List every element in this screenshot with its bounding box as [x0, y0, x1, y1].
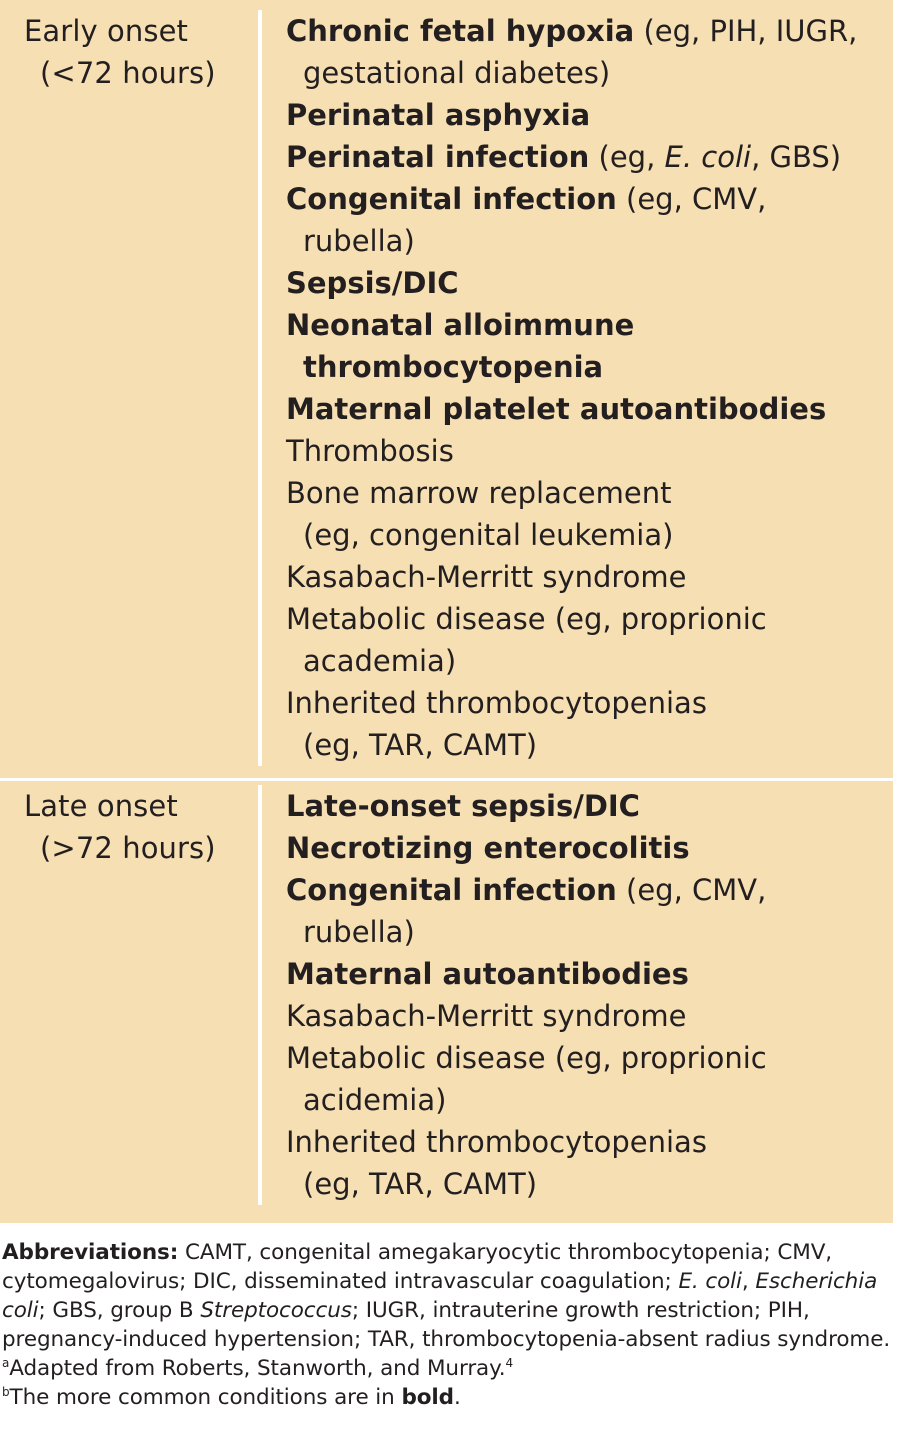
abbreviations-text: ; IUGR, intrauterine growth restriction; PIH, pregnancy-induced hypertension; TAR, thrombocytopenia-absent radius syndrome.	[2, 1298, 891, 1352]
cause-item	[286, 995, 893, 1037]
cause-text: , GBS)	[751, 140, 842, 174]
cause-text: Sepsis/DIC	[286, 266, 459, 300]
cause-item	[286, 682, 893, 766]
onset-range: (>72 hours)	[40, 831, 216, 865]
cause-item	[286, 178, 893, 262]
abbreviations-text: Streptococcus	[200, 1298, 352, 1323]
cause-text: gestational diabetes)	[303, 56, 611, 90]
cause-text: rubella)	[303, 224, 415, 258]
cause-text: Maternal autoantibodies	[286, 957, 689, 991]
onset-cell	[0, 10, 262, 766]
causes-cell	[262, 785, 893, 1205]
cause-item	[286, 953, 893, 995]
onset-label: Early onset	[24, 14, 188, 48]
cause-item	[286, 1037, 893, 1121]
cause-item	[286, 827, 893, 869]
table-row-late-onset	[0, 778, 893, 1223]
cause-item	[286, 10, 893, 94]
cause-item	[286, 556, 893, 598]
cause-text: Metabolic disease (eg, proprionic	[286, 602, 767, 636]
cause-item	[286, 430, 893, 472]
source-note	[2, 1354, 892, 1383]
cause-item	[286, 1121, 893, 1205]
cause-text: (eg, PIH, IUGR,	[634, 14, 858, 48]
abbreviations-label: Abbreviations:	[2, 1240, 179, 1265]
cause-text: Congenital infection	[286, 182, 617, 216]
cause-text: Kasabach-Merritt syndrome	[286, 999, 687, 1033]
abbreviations-text: E. coli	[678, 1269, 742, 1294]
onset-range: (<72 hours)	[40, 56, 216, 90]
cause-text: (eg, CMV,	[616, 182, 767, 216]
abbreviations-text: ,	[741, 1269, 756, 1294]
cause-text: (eg, congenital leukemia)	[303, 518, 674, 552]
cause-text: acidemia)	[303, 1083, 447, 1117]
bold-note	[2, 1383, 892, 1412]
cause-text: (eg, CMV,	[616, 873, 767, 907]
cause-text: Perinatal asphyxia	[286, 98, 591, 132]
bold-note-text: bold	[401, 1385, 454, 1410]
abbreviations-note	[2, 1238, 892, 1354]
abbreviations-text: Escherichia coli	[2, 1269, 878, 1323]
onset-cell	[0, 785, 262, 1205]
cause-text: Bone marrow replacement	[286, 476, 672, 510]
cause-text: Late-onset sepsis/DIC	[286, 789, 640, 823]
cause-text: Thrombosis	[286, 434, 454, 468]
causes-cell	[262, 10, 893, 766]
cause-item	[286, 136, 893, 178]
cause-text: thrombocytopenia	[303, 350, 604, 384]
cause-text: Maternal platelet autoantibodies	[286, 392, 827, 426]
cause-item	[286, 869, 893, 953]
footnote-mark: b	[2, 1384, 10, 1399]
cause-text: (eg, TAR, CAMT)	[303, 1167, 538, 1201]
cause-item	[286, 304, 893, 388]
abbreviations-text: ; GBS, group B	[38, 1298, 201, 1323]
table-footnotes	[2, 1238, 892, 1412]
bold-note-text: The more common conditions are in	[9, 1385, 402, 1410]
cause-item	[286, 262, 893, 304]
cause-item	[286, 94, 893, 136]
cause-text: Metabolic disease (eg, proprionic	[286, 1041, 767, 1075]
cause-item	[286, 472, 893, 556]
cause-text: Inherited thrombocytopenias	[286, 1125, 707, 1159]
source-text: Adapted from Roberts, Stanworth, and Murray.	[9, 1356, 506, 1381]
cause-text: Inherited thrombocytopenias	[286, 686, 707, 720]
cause-text: Neonatal alloimmune	[286, 308, 635, 342]
cause-text: (eg, TAR, CAMT)	[303, 728, 538, 762]
cause-item	[286, 388, 893, 430]
onset-label: Late onset	[24, 789, 178, 823]
abbreviations-text: CAMT, congenital amegakaryocytic thrombocytopenia; CMV, cytomegalovirus; DIC, disseminated intravascular coagulation;	[2, 1240, 833, 1294]
cause-text: Kasabach-Merritt syndrome	[286, 560, 687, 594]
cause-text: Perinatal infection	[286, 140, 590, 174]
cause-text: academia)	[303, 644, 457, 678]
cause-text: rubella)	[303, 915, 415, 949]
cause-text: (eg,	[589, 140, 665, 174]
cause-text: Necrotizing enterocolitis	[286, 831, 690, 865]
cause-text: Chronic fetal hypoxia	[286, 14, 635, 48]
cause-item	[286, 785, 893, 827]
cause-text: Congenital infection	[286, 873, 617, 907]
bold-note-text: .	[453, 1385, 461, 1410]
cause-text: E. coli	[664, 140, 752, 174]
cause-item	[286, 598, 893, 682]
reference-mark: 4	[505, 1355, 513, 1370]
footnote-mark: a	[2, 1355, 10, 1370]
